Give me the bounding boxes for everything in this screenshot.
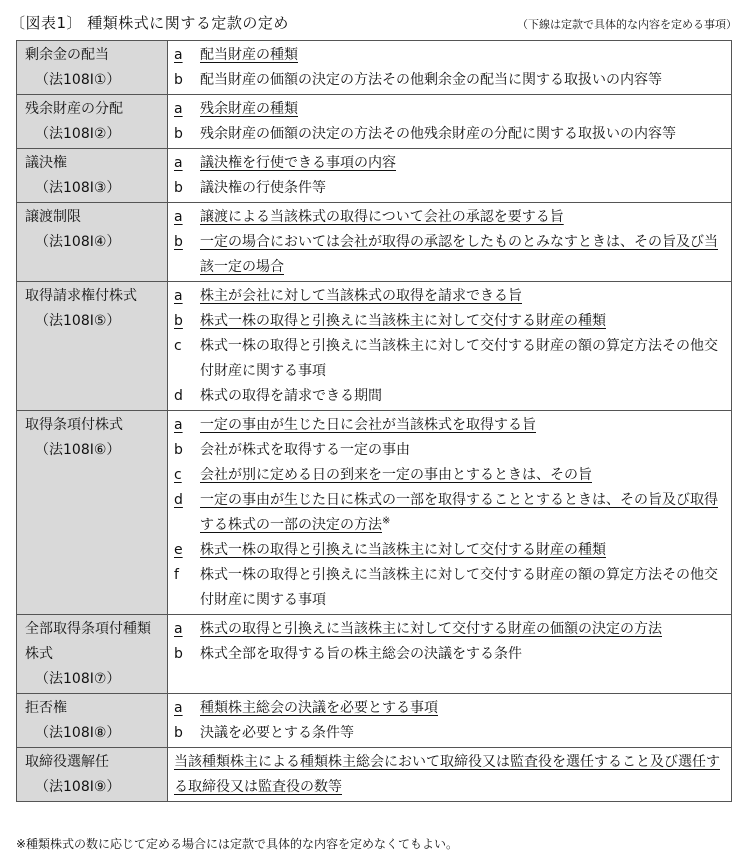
item-text: 会社が別に定める日の到来を一定の事由とするときは、その旨	[200, 467, 592, 483]
item-marker: a	[174, 621, 183, 637]
item-text: 株式一株の取得と引換えに当該株主に対して交付する財産の額の算定方法その他交付財産に関する事項	[200, 567, 718, 608]
item-marker: b	[174, 646, 183, 662]
item-text: 議決権を行使できる事項の内容	[200, 155, 396, 171]
item-marker: b	[174, 234, 183, 250]
share-type-name: 取得条項付株式	[25, 417, 123, 433]
item-text: 譲渡による当該株式の取得について会社の承認を要する旨	[200, 209, 564, 225]
item-text: 配当財産の種類	[200, 47, 298, 63]
item-marker: a	[174, 209, 183, 225]
item-marker: e	[174, 542, 183, 558]
articles-content-cell	[168, 95, 732, 149]
item-text: 会社が株式を取得する一定の事由	[200, 442, 410, 458]
footnote-mark: ※	[382, 515, 391, 527]
list-item	[174, 617, 727, 642]
table-row	[17, 95, 732, 149]
list-item	[174, 284, 727, 309]
articles-content-cell	[168, 615, 732, 694]
item-marker: a	[174, 47, 183, 63]
item-marker: b	[174, 442, 183, 458]
footnote: ※種類株式の数に応じて定める場合には定款で具体的な内容を定めなくてもよい。	[16, 837, 459, 851]
item-text: 残余財産の価額の決定の方法その他残余財産の分配に関する取扱いの内容等	[200, 126, 676, 142]
list-item	[174, 334, 727, 384]
list-item	[174, 97, 727, 122]
share-type-cell	[17, 748, 168, 802]
list-item	[174, 43, 727, 68]
list-item	[174, 68, 727, 93]
law-reference: （法108Ⅰ①）	[35, 72, 121, 88]
law-reference: （法108Ⅰ⑥）	[35, 442, 121, 458]
law-reference: （法108Ⅰ⑨）	[35, 779, 121, 795]
share-type-cell	[17, 282, 168, 411]
share-type-cell	[17, 41, 168, 95]
item-marker: a	[174, 288, 183, 304]
list-item	[174, 750, 727, 800]
item-marker: b	[174, 725, 183, 741]
articles-content-cell	[168, 149, 732, 203]
share-type-name: 譲渡制限	[25, 209, 81, 225]
share-type-cell	[17, 149, 168, 203]
list-item	[174, 438, 727, 463]
articles-content-cell	[168, 748, 732, 802]
articles-content-cell	[168, 41, 732, 95]
item-text: 株式一株の取得と引換えに当該株主に対して交付する財産の種類	[200, 313, 606, 329]
list-item	[174, 488, 727, 538]
class-shares-table	[16, 40, 732, 802]
table-row	[17, 149, 732, 203]
item-marker: f	[174, 567, 179, 583]
share-type-name: 拒否権	[25, 700, 67, 716]
underline-legend: （下線は定款で具体的な内容を定める事項）	[517, 18, 737, 31]
item-text: 株式の取得を請求できる期間	[200, 388, 382, 404]
share-type-cell	[17, 615, 168, 694]
item-marker: b	[174, 72, 183, 88]
item-text: 残余財産の種類	[200, 101, 298, 117]
item-marker: a	[174, 101, 183, 117]
share-type-cell	[17, 694, 168, 748]
share-type-name: 全部取得条項付種類株式	[25, 621, 151, 662]
item-text: 当該種類株主による種類株主総会において取締役又は監査役を選任すること及び選任する取締役又は監査役の数等	[174, 754, 720, 795]
list-item	[174, 538, 727, 563]
articles-content-cell	[168, 411, 732, 615]
item-text: 株式一株の取得と引換えに当該株主に対して交付する財産の種類	[200, 542, 606, 558]
list-item	[174, 463, 727, 488]
item-marker: a	[174, 700, 183, 716]
law-reference: （法108Ⅰ②）	[35, 126, 121, 142]
table-row	[17, 282, 732, 411]
item-text: 一定の事由が生じた日に株式の一部を取得することとするときは、その旨及び取得する株式の一部の決定の方法	[200, 492, 718, 533]
list-item	[174, 384, 727, 409]
law-reference: （法108Ⅰ④）	[35, 234, 121, 250]
table-row	[17, 411, 732, 615]
item-text: 議決権の行使条件等	[200, 180, 326, 196]
list-item	[174, 122, 727, 147]
share-type-name: 取得請求権付株式	[25, 288, 137, 304]
law-reference: （法108Ⅰ⑤）	[35, 313, 121, 329]
articles-content-cell	[168, 203, 732, 282]
list-item	[174, 696, 727, 721]
table-row	[17, 615, 732, 694]
table-row	[17, 694, 732, 748]
share-type-name: 剰余金の配当	[25, 47, 109, 63]
law-reference: （法108Ⅰ③）	[35, 180, 121, 196]
item-marker: b	[174, 126, 183, 142]
item-marker: a	[174, 155, 183, 171]
item-marker: b	[174, 313, 183, 329]
share-type-cell	[17, 203, 168, 282]
law-reference: （法108Ⅰ⑦）	[35, 671, 121, 687]
item-marker: c	[174, 338, 182, 354]
list-item	[174, 642, 727, 667]
list-item	[174, 563, 727, 613]
item-marker: c	[174, 467, 182, 483]
item-text: 株式の取得と引換えに当該株主に対して交付する財産の価額の決定の方法	[200, 621, 662, 637]
table-row	[17, 41, 732, 95]
item-text: 一定の場合においては会社が取得の承認をしたものとみなすときは、その旨及び当該一定の場合	[200, 234, 718, 275]
share-type-cell	[17, 411, 168, 615]
list-item	[174, 176, 727, 201]
figure-header	[10, 10, 737, 36]
law-reference: （法108Ⅰ⑧）	[35, 725, 121, 741]
figure-title: 〔図表1〕 種類株式に関する定款の定め	[10, 14, 289, 32]
list-item	[174, 721, 727, 746]
table-row	[17, 203, 732, 282]
table-row	[17, 748, 732, 802]
item-text: 配当財産の価額の決定の方法その他剰余金の配当に関する取扱いの内容等	[200, 72, 662, 88]
item-text: 株式全部を取得する旨の株主総会の決議をする条件	[200, 646, 522, 662]
share-type-name: 残余財産の分配	[25, 101, 123, 117]
share-type-name: 議決権	[25, 155, 67, 171]
share-type-cell	[17, 95, 168, 149]
list-item	[174, 413, 727, 438]
item-text: 株主が会社に対して当該株式の取得を請求できる旨	[200, 288, 522, 304]
item-marker: a	[174, 417, 183, 433]
item-text: 株式一株の取得と引換えに当該株主に対して交付する財産の額の算定方法その他交付財産に関する事項	[200, 338, 718, 379]
articles-content-cell	[168, 282, 732, 411]
item-text: 一定の事由が生じた日に会社が当該株式を取得する旨	[200, 417, 536, 433]
articles-content-cell	[168, 694, 732, 748]
item-marker: d	[174, 492, 183, 508]
list-item	[174, 151, 727, 176]
item-marker: d	[174, 388, 183, 404]
share-type-name: 取締役選解任	[25, 754, 109, 770]
item-marker: b	[174, 180, 183, 196]
list-item	[174, 309, 727, 334]
list-item	[174, 205, 727, 230]
item-text: 決議を必要とする条件等	[200, 725, 354, 741]
item-text: 種類株主総会の決議を必要とする事項	[200, 700, 438, 716]
list-item	[174, 230, 727, 280]
